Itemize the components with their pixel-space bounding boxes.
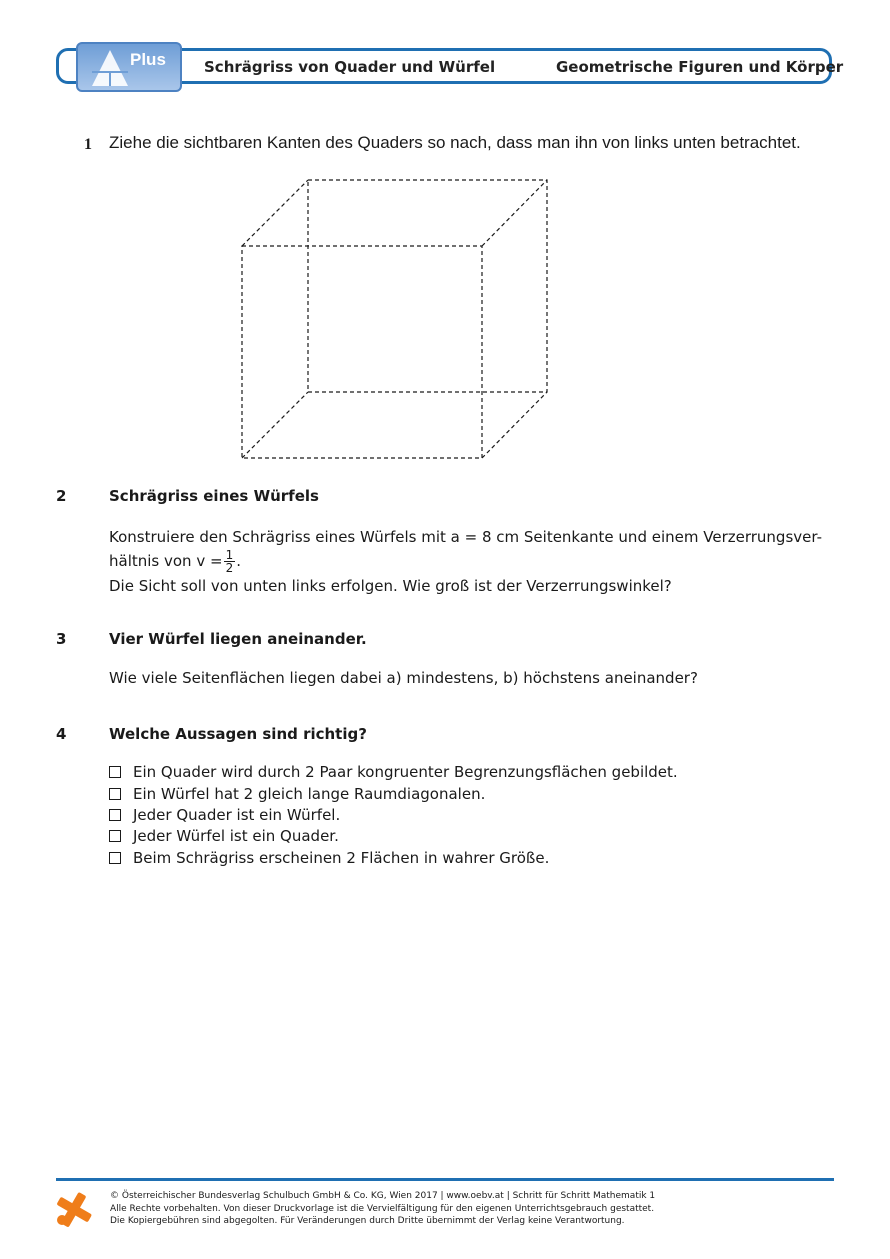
statement-item[interactable]	[109, 806, 340, 824]
task-2-number: 2	[56, 487, 67, 505]
cuboid-edge	[482, 392, 547, 458]
footer-line-1: © Österreichischer Bundesverlag Schulbuch GmbH & Co. KG, Wien 2017 | www.oebv.at | Schritt für Schritt Mathematik 1	[110, 1191, 656, 1201]
task-2-line-2	[109, 549, 822, 574]
plus-logo	[76, 42, 182, 92]
task-3-number: 3	[56, 630, 67, 648]
statement-item[interactable]	[109, 849, 549, 867]
task-2-line-3: Die Sicht soll von unten links erfolgen. Wie groß ist der Verzerrungswinkel?	[109, 577, 672, 595]
task-1-text: Ziehe die sichtbaren Kanten des Quaders so nach, dass man ihn von links unten betrachtet.	[109, 133, 801, 152]
task-3-title: Vier Würfel liegen aneinander.	[109, 630, 367, 648]
task-2-text	[109, 525, 822, 598]
footer-line-2: Alle Rechte vorbehalten. Von dieser Druckvorlage ist die Vervielfältigung für den eigenen Unterrichtsgebrauch gestattet.	[110, 1203, 655, 1214]
checkbox[interactable]	[109, 809, 121, 821]
checkbox[interactable]	[109, 766, 121, 778]
task-4-title: Welche Aussagen sind richtig?	[109, 725, 367, 743]
statement-item[interactable]	[109, 785, 485, 803]
footer-divider	[56, 1178, 834, 1181]
statement-text: Ein Quader wird durch 2 Paar kongruenter Begrenzungsflächen gebildet.	[133, 763, 678, 781]
task-2-line-2-suffix: .	[236, 552, 241, 570]
publisher-logo-icon	[54, 1190, 94, 1230]
task-4-number: 4	[56, 725, 67, 743]
logo-label: Plus	[130, 50, 166, 69]
cuboid-edge	[242, 180, 308, 246]
statement-text: Ein Würfel hat 2 gleich lange Raumdiagonalen.	[133, 785, 486, 803]
task-2-line-1: Konstruiere den Schrägriss eines Würfels mit a = 8 cm Seitenkante und einem Verzerrungsver-	[109, 528, 822, 546]
cuboid-edge	[482, 180, 547, 246]
statement-item[interactable]	[109, 763, 678, 781]
page-title: Schrägriss von Quader und Würfel	[204, 58, 496, 76]
checkbox[interactable]	[109, 852, 121, 864]
checkbox[interactable]	[109, 830, 121, 842]
fraction-one-half	[224, 549, 236, 574]
fraction-denominator: 2	[225, 561, 234, 575]
cuboid-front-face	[242, 246, 482, 458]
fraction-numerator: 1	[225, 548, 234, 562]
dashed-cuboid-diagram	[230, 170, 560, 470]
task-2-title: Schrägriss eines Würfels	[109, 487, 319, 505]
task-2-line-2-prefix: hältnis von v =	[109, 552, 223, 570]
cuboid-back-face	[308, 180, 547, 392]
statement-text: Jeder Quader ist ein Würfel.	[133, 806, 341, 824]
triangle-logo-icon	[90, 48, 130, 88]
statement-text: Jeder Würfel ist ein Quader.	[133, 827, 339, 845]
task-1-number: 1	[84, 136, 92, 153]
cuboid-edge	[242, 392, 308, 458]
task-3-text: Wie viele Seitenflächen liegen dabei a) mindestens, b) höchstens aneinander?	[109, 669, 698, 687]
statement-text: Beim Schrägriss erscheinen 2 Flächen in wahrer Größe.	[133, 849, 550, 867]
page-topic: Geometrische Figuren und Körper	[556, 58, 844, 76]
footer-copyright	[110, 1190, 655, 1228]
statement-item[interactable]	[109, 827, 339, 845]
checkbox[interactable]	[109, 788, 121, 800]
footer-line-3: Die Kopiergebühren sind abgegolten. Für Veränderungen durch Dritte übernimmt der Verlag keine Verantwortung.	[110, 1216, 625, 1226]
